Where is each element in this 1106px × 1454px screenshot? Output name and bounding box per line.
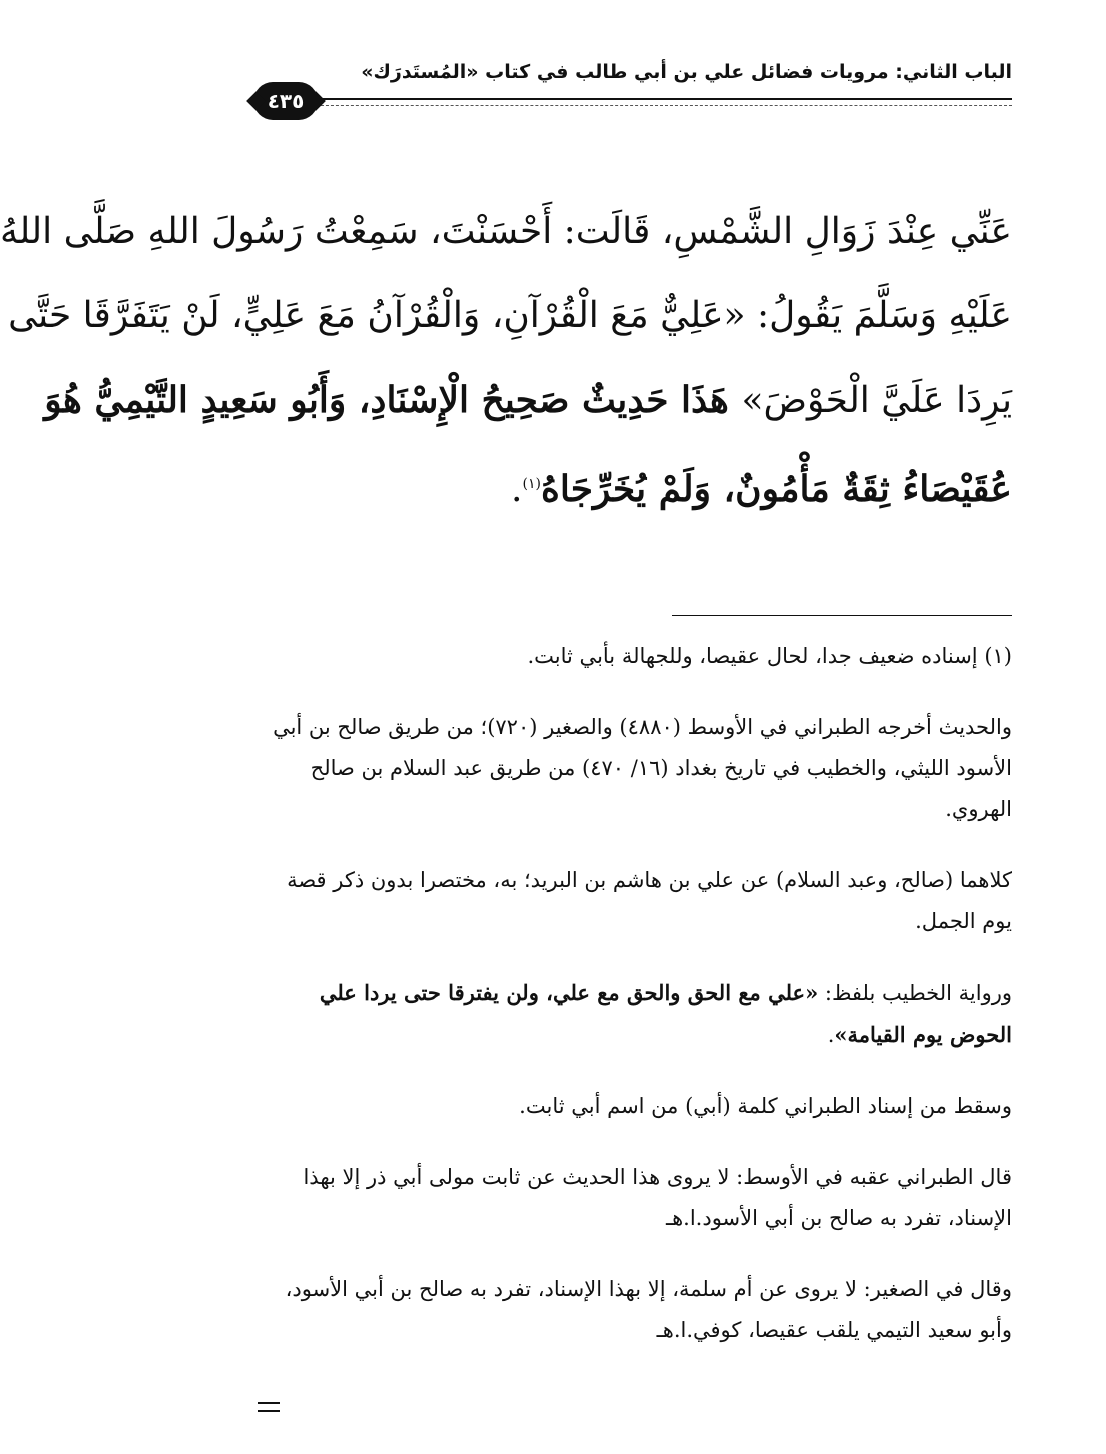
footnote-1: (١) إسناده ضعيف جدا، لحال عقيصا، وللجهالة بأبي ثابت. [527, 644, 1012, 668]
khatib-wording: «علي مع الحق والحق مع علي، ولن يفترقا حتى يردا علي الحوض يوم القيامة» [319, 980, 1012, 1047]
khatib-suffix: . [827, 1023, 835, 1047]
footnote-para-awsat: قال الطبراني عقبه في الأوسط: لا يروى هذا الحديث عن ثابت مولى أبي ذر إلا بهذا الإسناد، تفرد به صالح بن أبي الأسود.ا.هـ [303, 1165, 1012, 1230]
footnotes [260, 636, 1012, 1351]
main-line-4-bold: عُقَيْصَاءُ ثِقَةٌ مَأْمُونٌ، وَلَمْ يُخَرِّجَاهُ [540, 468, 1012, 510]
footnote-para-both: كلاهما (صالح، وعبد السلام) عن علي بن هاشم بن البريد؛ به، مختصرا بدون ذكر قصة يوم الجمل. [287, 868, 1012, 933]
main-text [0, 190, 1012, 526]
main-line-4-end: . [511, 469, 523, 510]
footnote-para-takhrij: والحديث أخرجه الطبراني في الأوسط (٤٨٨٠) والصغير (٧٢٠)؛ من طريق صالح بن أبي الأسود الليثي، والخطيب في تاريخ بغداد (١٦/ ٤٧٠) من طريق عبد السلام بن صالح الهروي. [273, 715, 1012, 821]
footnote-para-omission: وسقط من إسناد الطبراني كلمة (أبي) من اسم أبي ثابت. [519, 1094, 1012, 1118]
main-line-2: عَلَيْهِ وَسَلَّمَ يَقُولُ: «عَلِيٌّ مَعَ الْقُرْآنِ، وَالْقُرْآنُ مَعَ عَلِيٍّ، لَنْ يَتَفَرَّقَا حَتَّى [8, 295, 1012, 336]
main-line-3-bold: هَذَا حَدِيثٌ صَحِيحُ الْإِسْنَادِ، وَأَبُو سَعِيدٍ التَّيْمِيُّ هُوَ [44, 379, 742, 421]
footnote-para-saghir: وقال في الصغير: لا يروى عن أم سلمة، إلا بهذا الإسناد، تفرد به صالح بن أبي الأسود، وأبو سعيد التيمي يلقب عقيصا، كوفي.ا.هـ [285, 1277, 1012, 1342]
header-rule-dashed [316, 105, 1012, 106]
footnote-marker: (١) [522, 476, 541, 492]
main-line-3-quote-end: يَرِدَا عَلَيَّ الْحَوْضَ» [741, 380, 1012, 421]
khatib-prefix: ورواية الخطيب بلفظ: [818, 981, 1012, 1005]
main-line-3 [44, 358, 1012, 442]
main-line-1: عَنِّي عِنْدَ زَوَالِ الشَّمْسِ، قَالَت: أَحْسَنْتَ، سَمِعْتُ رَسُولَ اللهِ صَلَّى اللهُ [0, 211, 1012, 252]
running-header: الباب الثاني: مرويات فضائل علي بن أبي طالب في كتاب «المُستَدرَك» [361, 61, 1012, 83]
continuation-mark [258, 1402, 280, 1412]
page-number-badge: ٤٣٥ [254, 82, 318, 120]
footnote-para-khatib [260, 972, 1012, 1056]
footnote-separator [672, 615, 1012, 616]
main-line-4 [260, 442, 1012, 526]
header-rule [316, 98, 1012, 100]
